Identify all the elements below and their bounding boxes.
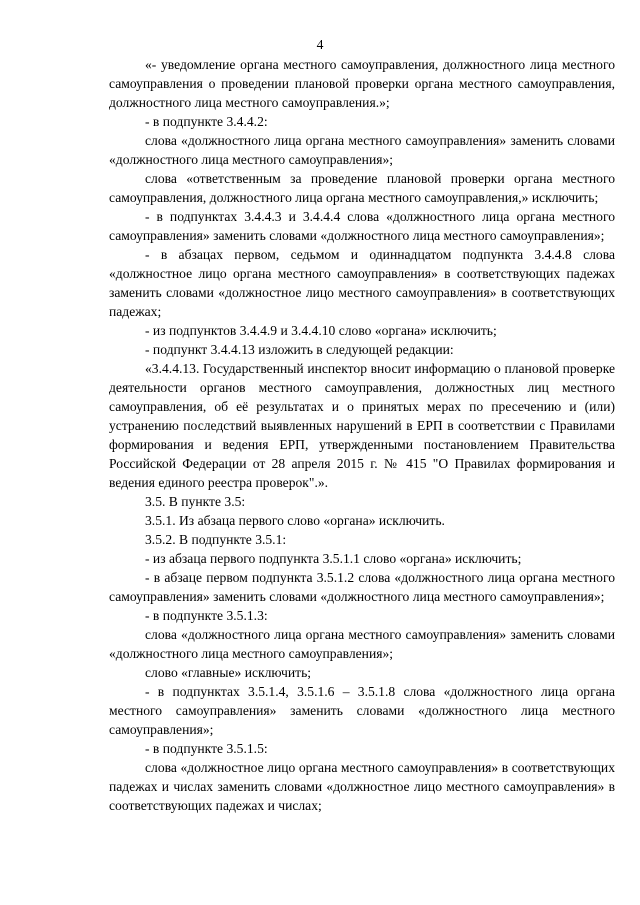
paragraph: 3.5.1. Из абзаца первого слово «органа» исключить. — [145, 513, 445, 528]
paragraph: - в подпункте 3.5.1.3: — [145, 608, 268, 623]
paragraph: слова «должностного лица органа местного самоуправления» заменить словами «должностного лица местного самоуправления»; — [109, 627, 615, 661]
paragraph: слова «ответственным за проведение плановой проверки органа местного самоуправления, должностного лица органа местного самоуправления,» исключить; — [109, 171, 615, 205]
paragraph: - в подпункте 3.5.1.5: — [145, 741, 268, 756]
paragraph: - в подпункте 3.4.4.2: — [145, 114, 268, 129]
paragraph: 3.5. В пункте 3.5: — [145, 494, 246, 509]
paragraph: - в абзацах первом, седьмом и одиннадцатом подпункта 3.4.4.8 слова «должностное лицо органа местного самоуправления» в соответствующих падежах заменить словами «должностное лицо местного самоуправления» в соответствующих падежах; — [109, 247, 615, 319]
paragraph: «3.4.4.13. Государственный инспектор вносит информацию о плановой проверке деятельности органов местного самоуправления, должностных лиц местного самоуправления, об её результатах и о принятых мерах по пресечению и (или) устранению последствий выявленных нарушений в ЕРП в соответствии с Правилами формирования и ведения ЕРП, утвержденными постановлением Правительства Российской Федерации от 28 апреля 2015 г. № 415 "О Правилах формирования и ведения единого реестра проверок".». — [109, 361, 615, 490]
page-number: 4 — [316, 37, 324, 52]
paragraph: слово «главные» исключить; — [145, 665, 312, 680]
paragraph: слова «должностного лица органа местного самоуправления» заменить словами «должностного лица местного самоуправления»; — [109, 133, 615, 167]
paragraph: «- уведомление органа местного самоуправления, должностного лица местного самоуправления о проведении плановой проверки органа местного самоуправления, должностного лица местного самоуправления.»; — [109, 57, 615, 110]
paragraph: - в подпунктах 3.4.4.3 и 3.4.4.4 слова «должностного лица органа местного самоуправления» заменить словами «должностного лица местного самоуправления»; — [109, 209, 615, 243]
document-body — [109, 55, 615, 815]
paragraph: - подпункт 3.4.4.13 изложить в следующей редакции: — [145, 342, 454, 357]
paragraph: - в подпунктах 3.5.1.4, 3.5.1.6 – 3.5.1.8 слова «должностного лица органа местного самоуправления» заменить словами «должностного лица местного самоуправления»; — [109, 684, 615, 737]
paragraph: слова «должностное лицо органа местного самоуправления» в соответствующих падежах и числах заменить словами «должностное лицо местного самоуправления» в соответствующих падежах и числах; — [109, 760, 615, 813]
paragraph: - в абзаце первом подпункта 3.5.1.2 слова «должностного лица органа местного самоуправления» заменить словами «должностного лица местного самоуправления»; — [109, 570, 615, 604]
paragraph: - из абзаца первого подпункта 3.5.1.1 слово «органа» исключить; — [145, 551, 522, 566]
paragraph: 3.5.2. В подпункте 3.5.1: — [145, 532, 287, 547]
paragraph: - из подпунктов 3.4.4.9 и 3.4.4.10 слово «органа» исключить; — [145, 323, 497, 338]
